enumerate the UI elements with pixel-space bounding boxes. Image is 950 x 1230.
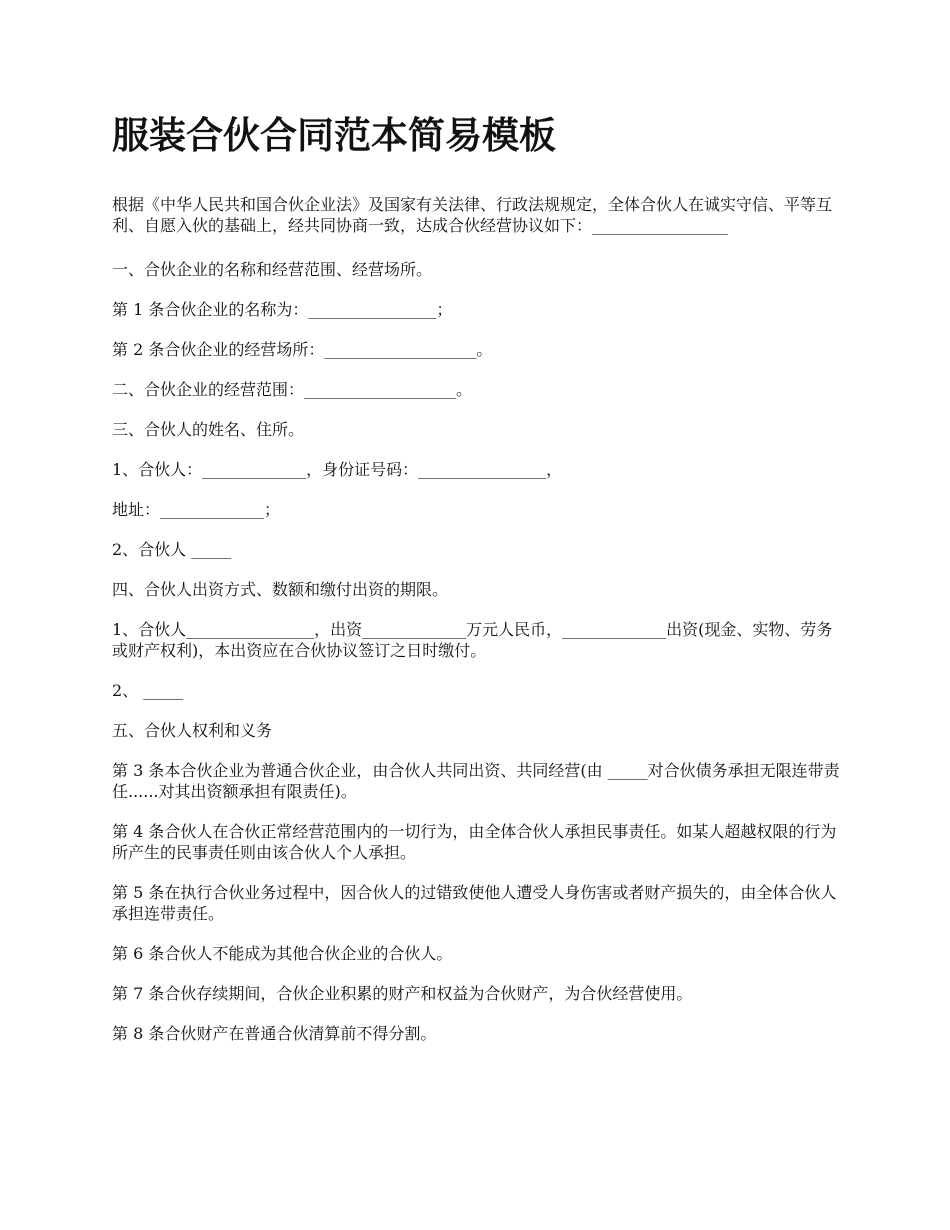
article-7: 第 7 条合伙存续期间，合伙企业积累的财产和权益为合伙财产，为合伙经营使用。	[112, 984, 693, 1003]
article-8: 第 8 条合伙财产在普通合伙清算前不得分割。	[112, 1024, 437, 1043]
article-4: 第 4 条合伙人在合伙正常经营范围内的一切行为，由全体合伙人承担民事责任。如某人超越权限的行为所产生的民事责任则由该合伙人个人承担。	[112, 822, 837, 862]
article-6: 第 6 条合伙人不能成为其他合伙企业的合伙人。	[112, 944, 453, 963]
section-heading-3: 三、合伙人的姓名、住所。	[112, 420, 305, 439]
partner-1-line: 1、合伙人：_____________，身份证号码：________________，	[112, 460, 563, 479]
article-3: 第 3 条本合伙企业为普通合伙企业，由合伙人共同出资、共同经营(由 _____对合伙债务承担无限连带责任......对其出资额承担有限责任)。	[112, 761, 840, 801]
contribution-1: 1、合伙人________________，出资_____________万元人民币，_____________出资(现金、实物、劳务或财产权利)，本出资应在合伙协议签订之日时缴付。	[112, 620, 833, 660]
contribution-2: 2、 _____	[112, 681, 184, 700]
article-5: 第 5 条在执行合伙业务过程中，因合伙人的过错致使他人遭受人身伤害或者财产损失的，由全体合伙人承担连带责任。	[112, 883, 837, 923]
section-heading-5: 五、合伙人权利和义务	[112, 721, 273, 740]
article-1: 第 1 条合伙企业的名称为：________________；	[112, 300, 453, 319]
partner-2-line: 2、合伙人 _____	[112, 540, 232, 559]
section-heading-2: 二、合伙企业的经营范围：___________________。	[112, 380, 473, 399]
intro-paragraph: 根据《中华人民共和国合伙企业法》及国家有关法律、行政法规规定，全体合伙人在诚实守信、平等互利、自愿入伙的基础上，经共同协商一致，达成合伙经营协议如下：_________________	[112, 195, 833, 235]
article-2: 第 2 条合伙企业的经营场所：___________________。	[112, 340, 493, 359]
section-heading-1: 一、合伙企业的名称和经营范围、经营场所。	[112, 260, 433, 279]
document-page	[112, 112, 840, 1063]
partner-1-address: 地址：_____________；	[112, 500, 281, 519]
section-heading-4: 四、合伙人出资方式、数额和缴付出资的期限。	[112, 580, 449, 599]
document-title: 服装合伙合同范本简易模板	[112, 114, 556, 157]
